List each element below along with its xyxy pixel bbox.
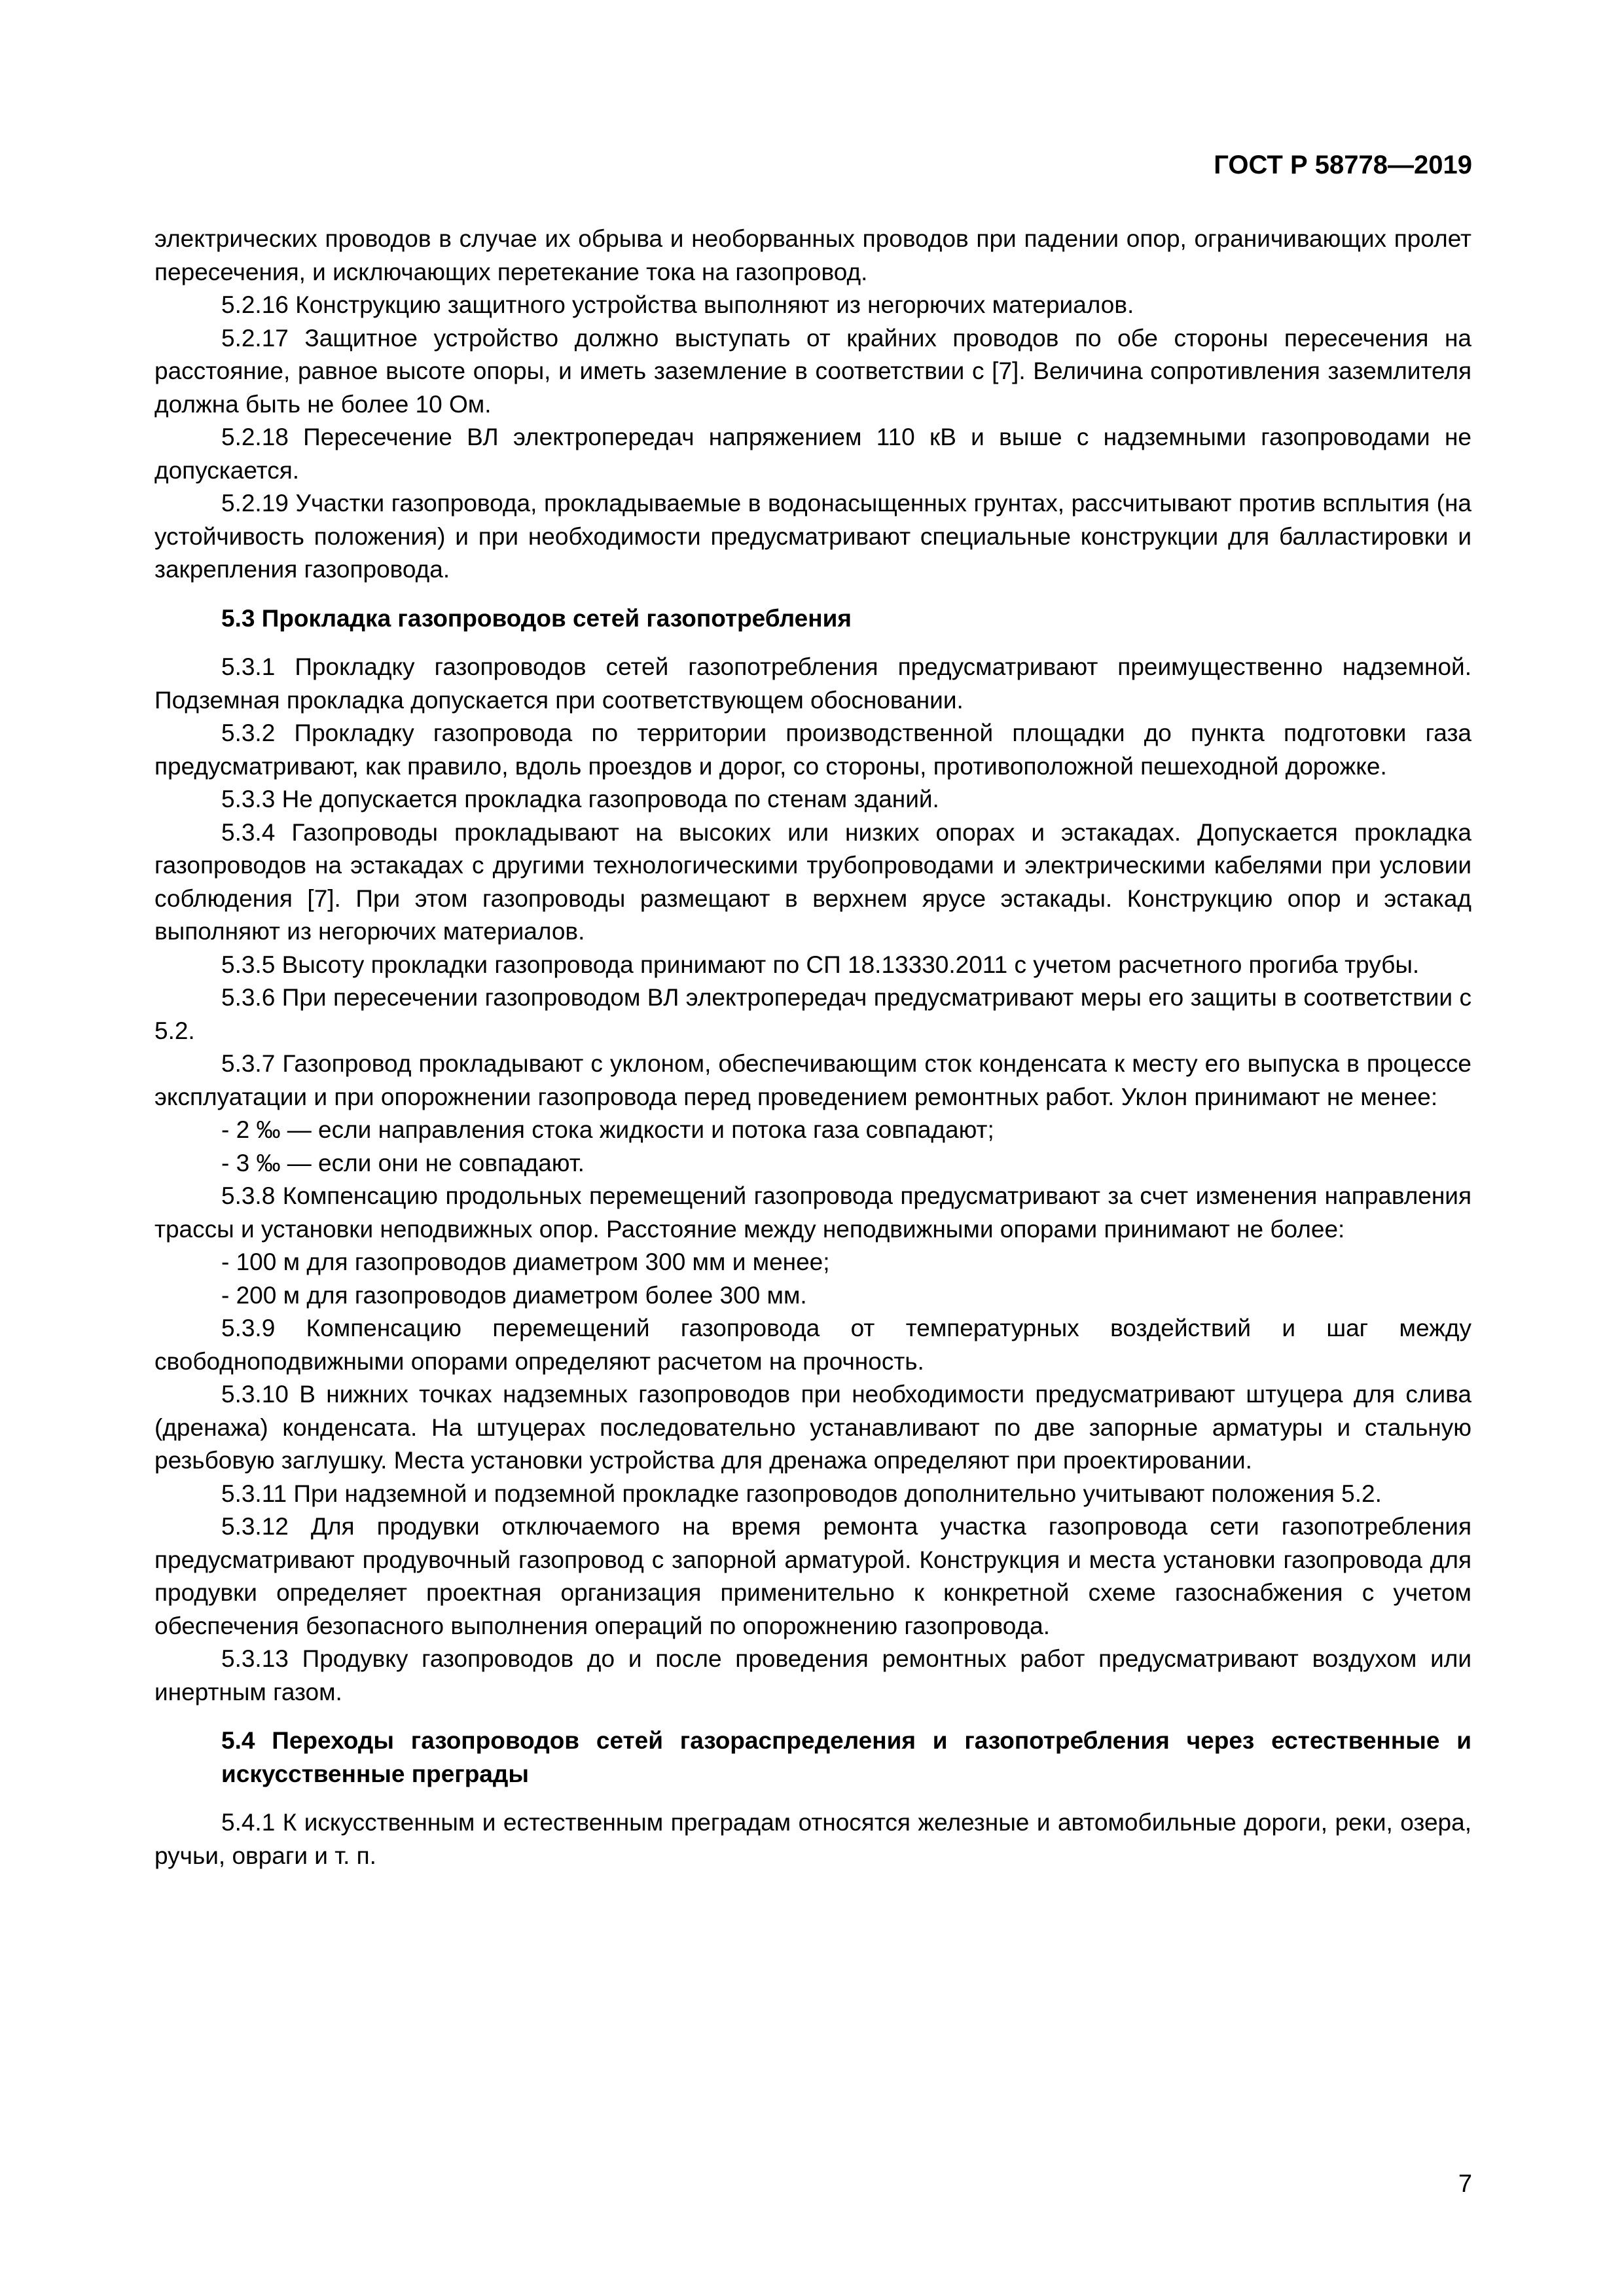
paragraph-5-3-8: 5.3.8 Компенсацию продольных перемещений газопровода предусматривают за счет изменения направления трассы и установки неподвижных опор. Расстояние между неподвижными опорами принимают не более: [154, 1182, 1471, 1243]
paragraph-5-2-17: 5.2.17 Защитное устройство должно выступать от крайних проводов по обе стороны пересечения на расстояние, равное высоте опоры, и иметь заземление в соответствии с [7]. Величина сопротивления заземлителя должна быть не более 10 Ом. [154, 324, 1471, 418]
paragraph-5-3-7: 5.3.7 Газопровод прокладывают с уклоном, обеспечивающим сток конденсата к месту его выпуска в процессе эксплуатации и при опорожнении газопровода перед проведением ремонтных работ. Уклон принимают не менее: [154, 1050, 1471, 1110]
section-heading-5-4: 5.4 Переходы газопроводов сетей газораспределения и газопотребления через естественные и искусственные преграды [221, 1727, 1471, 1787]
paragraph-5-2-18: 5.2.18 Пересечение ВЛ электропередач напряжением 110 кВ и выше с надземными газопроводами не допускается. [154, 424, 1471, 484]
paragraph-5-2-19: 5.2.19 Участки газопровода, прокладываемые в водонасыщенных грунтах, рассчитывают против всплытия (на устойчивость положения) и при необходимости предусматривают специальные конструкции для балластировки и закрепления газопровода. [154, 490, 1471, 583]
paragraph-5-4-1: 5.4.1 К искусственным и естественным преградам относятся железные и автомобильные дороги, реки, озера, ручьи, овраги и т. п. [154, 1809, 1471, 1869]
paragraph-5-3-2: 5.3.2 Прокладку газопровода по территории производственной площадки до пункта подготовки газа предусматривают, как правило, вдоль проездов и дорог, со стороны, противоположной пешеходной дорожке. [154, 720, 1471, 780]
section-heading-5-3: 5.3 Прокладка газопроводов сетей газопотребления [221, 604, 852, 632]
list-item-distance-1: - 100 м для газопроводов диаметром 300 мм и менее; [221, 1248, 830, 1275]
paragraph-5-3-9: 5.3.9 Компенсацию перемещений газопровода от температурных воздействий и шаг между свободноподвижными опорами определяют расчетом на прочность. [154, 1315, 1471, 1375]
list-item-slope-1: - 2 ‰ — если направления стока жидкости и потока газа совпадают; [221, 1116, 994, 1143]
paragraph-continuation: электрических проводов в случае их обрыва и необорванных проводов при падении опор, ограничивающих пролет пересечения, и исключающих перетекание тока на газопровод. [154, 225, 1471, 285]
list-item-slope-2: - 3 ‰ — если они не совпадают. [221, 1149, 585, 1176]
paragraph-5-3-6: 5.3.6 При пересечении газопроводом ВЛ электропередач предусматривают меры его защиты в соответствии с 5.2. [154, 984, 1471, 1044]
paragraph-5-3-11: 5.3.11 При надземной и подземной прокладке газопроводов дополнительно учитывают положения 5.2. [221, 1480, 1382, 1507]
list-item-distance-2: - 200 м для газопроводов диаметром более 300 мм. [221, 1281, 807, 1309]
page-number: 7 [1458, 2170, 1472, 2198]
paragraph-5-3-4: 5.3.4 Газопроводы прокладывают на высоких или низких опорах и эстакадах. Допускается прокладка газопроводов на эстакадах с другими технологическими трубопроводами и электрическими кабелями при условии соблюдения [7]. При этом газопроводы размещают в верхнем ярусе эстакады. Конструкцию опор и эстакад выполняют из негорючих материалов. [154, 818, 1471, 945]
document-code: ГОСТ Р 58778—2019 [1214, 151, 1472, 179]
paragraph-5-3-10: 5.3.10 В нижних точках надземных газопроводов при необходимости предусматривают штуцера для слива (дренажа) конденсата. На штуцерах последовательно устанавливают по две запорные арматуры и стальную резьбовую заглушку. Места установки устройства для дренажа определяют при проектировании. [154, 1381, 1471, 1474]
paragraph-5-2-16: 5.2.16 Конструкцию защитного устройства выполняют из негорючих материалов. [221, 291, 1134, 318]
paragraph-5-3-12: 5.3.12 Для продувки отключаемого на время ремонта участка газопровода сети газопотребления предусматривают продувочный газопровод с запорной арматурой. Конструкция и места установки газопровода для продувки определяет проектная организация применительно к конкретной схеме газоснабжения с учетом обеспечения безопасного выполнения операций по опорожнению газопровода. [154, 1513, 1471, 1639]
paragraph-5-3-5: 5.3.5 Высоту прокладки газопровода принимают по СП 18.13330.2011 с учетом расчетного прогиба трубы. [221, 951, 1420, 978]
page-body [154, 223, 1471, 1872]
paragraph-5-3-13: 5.3.13 Продувку газопроводов до и после проведения ремонтных работ предусматривают воздухом или инертным газом. [154, 1645, 1471, 1705]
paragraph-5-3-3: 5.3.3 Не допускается прокладка газопровода по стенам зданий. [221, 786, 939, 812]
paragraph-5-3-1: 5.3.1 Прокладку газопроводов сетей газопотребления предусматривают преимущественно надземной. Подземная прокладка допускается при соответствующем обосновании. [154, 653, 1471, 714]
